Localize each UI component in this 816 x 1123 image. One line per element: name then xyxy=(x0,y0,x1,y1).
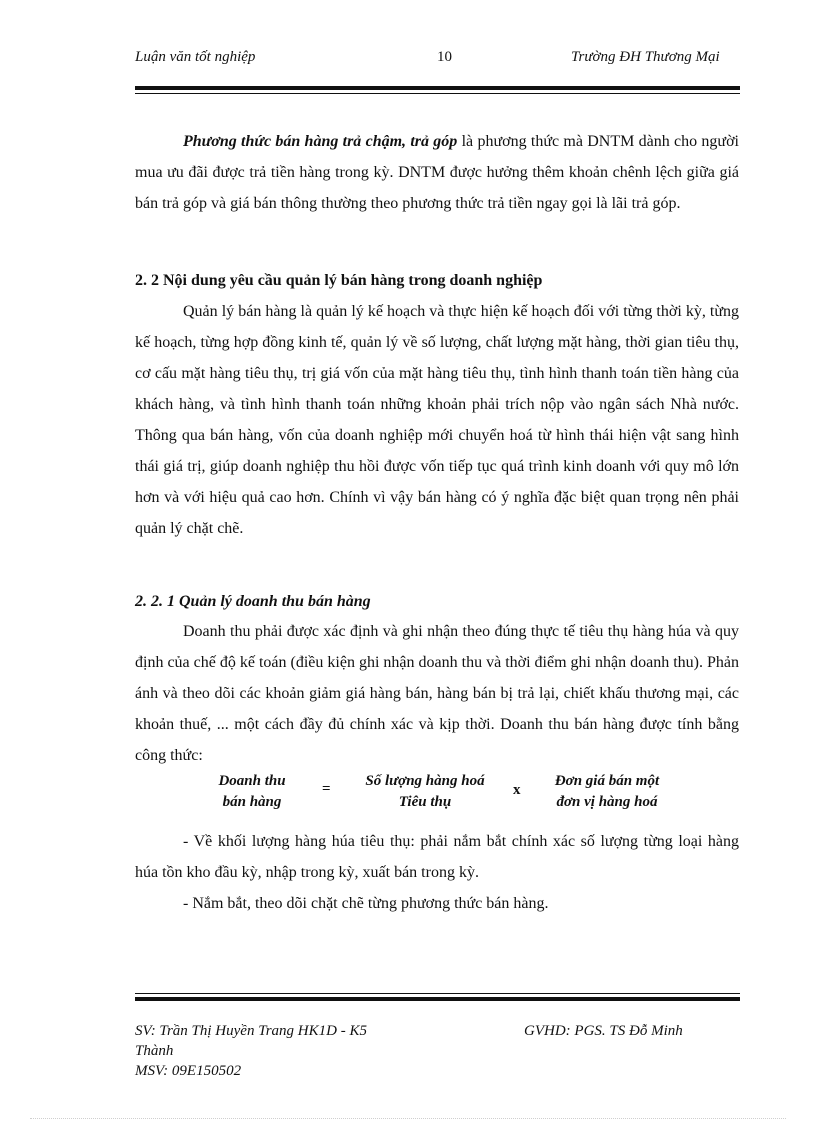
header-rule-thick xyxy=(135,86,740,90)
footer-student xyxy=(135,1021,367,1081)
formula-term-line: Đơn giá bán một xyxy=(554,773,660,789)
footer-student-line: SV: Trần Thị Huyền Trang HK1D - K5 xyxy=(135,1023,367,1039)
formula-term-line: Số lượng hàng hoá xyxy=(365,773,485,789)
header-rule-thin xyxy=(135,93,740,94)
header-right: Trường ĐH Thương Mại xyxy=(571,49,720,65)
paragraph-goods-volume xyxy=(135,826,739,888)
paragraph-text: - Nắm bắt, theo dõi chặt chẽ từng phương thức bán hàng. xyxy=(183,895,549,912)
page-bottom-border xyxy=(30,1118,786,1119)
formula-equals: = xyxy=(322,781,331,797)
section-heading-2-2: 2. 2 Nội dung yêu cầu quản lý bán hàng trong doanh nghiệp xyxy=(135,272,543,289)
formula-term-line: Doanh thu xyxy=(218,773,286,789)
formula-term-line: Tiêu thụ xyxy=(398,794,452,810)
page-number: 10 xyxy=(437,49,452,65)
paragraph-text: Quản lý bán hàng là quản lý kế hoạch và thực hiện kế hoạch đối với từng thời kỳ, từng kế hoạch, từng hợp đồng kinh tế, quản lý về số lượng, chất lượng mặt hàng, thời gian tiêu thụ, cơ cấu mặt hàng tiêu thụ, trị giá vốn của mặt hàng tiêu thụ, tình hình thanh toán tiền hàng của khách hàng, và tình hình thanh toán những khoản phải trích nộp vào ngân sách Nhà nước. Thông qua bán hàng, vốn của doanh nghiệp mới chuyển hoá từ hình thái hiện vật sang hình thái giá trị, giúp doanh nghiệp thu hồi được vốn tiếp tục quá trình kinh doanh với quy mô lớn hơn và với hiệu quả cao hơn. Chính vì vậy bán hàng có ý nghĩa đặc biệt quan trọng nên phải quản lý chặt chẽ. xyxy=(135,303,739,537)
footer-student-id: MSV: 09E150502 xyxy=(135,1063,242,1079)
header-left: Luận văn tốt nghiệp xyxy=(135,49,256,65)
section-heading-2-2-1: 2. 2. 1 Quản lý doanh thu bán hàng xyxy=(135,593,371,610)
paragraph-text: - Về khối lượng hàng húa tiêu thụ: phải nắm bắt chính xác số lượng từng loại hàng húa tồn kho đầu kỳ, nhập trong kỳ, xuất bán trong kỳ. xyxy=(135,833,739,881)
formula-term-line: đơn vị hàng hoá xyxy=(556,794,658,810)
paragraph-text: Doanh thu phải được xác định và ghi nhận theo đúng thực tế tiêu thụ hàng húa và quy định của chế độ kế toán (điều kiện ghi nhận doanh thu và thời điểm ghi nhận doanh thu). Phản ánh và theo dõi các khoản giảm giá hàng bán, hàng bán bị trả lại, chiết khấu thương mại, các khoản thuế, ... một cách đầy đủ chính xác và kịp thời. Doanh thu bán hàng được tính bằng công thức: xyxy=(135,623,739,764)
footer-student-line: Thành xyxy=(135,1043,174,1059)
formula-term-unit-price xyxy=(527,771,687,813)
paragraph-text: là phương thức mà DNTM dành cho người mua ưu đãi được trả tiền hàng trong kỳ. DNTM được hưởng thêm khoản chênh lệch giữa giá bán trả góp và giá bán thông thường theo phương thức trả tiền ngay gọi là lãi trả góp. xyxy=(135,133,739,212)
formula-times: x xyxy=(513,782,521,798)
revenue-formula xyxy=(135,771,739,815)
formula-term-quantity xyxy=(340,771,510,813)
paragraph-lead-term: Phương thức bán hàng trả chậm, trả góp xyxy=(183,133,458,150)
formula-term-line: bán hàng xyxy=(222,794,282,810)
footer-advisor: GVHD: PGS. TS Đỗ Minh xyxy=(524,1023,683,1039)
paragraph-sales-methods xyxy=(135,888,739,919)
paragraph-revenue-management xyxy=(135,616,739,771)
footer-rule-thick xyxy=(135,997,740,1001)
formula-term-revenue xyxy=(197,771,307,813)
paragraph-installment-sales xyxy=(135,126,739,219)
paragraph-sales-management xyxy=(135,296,739,544)
footer-rule-thin xyxy=(135,993,740,994)
